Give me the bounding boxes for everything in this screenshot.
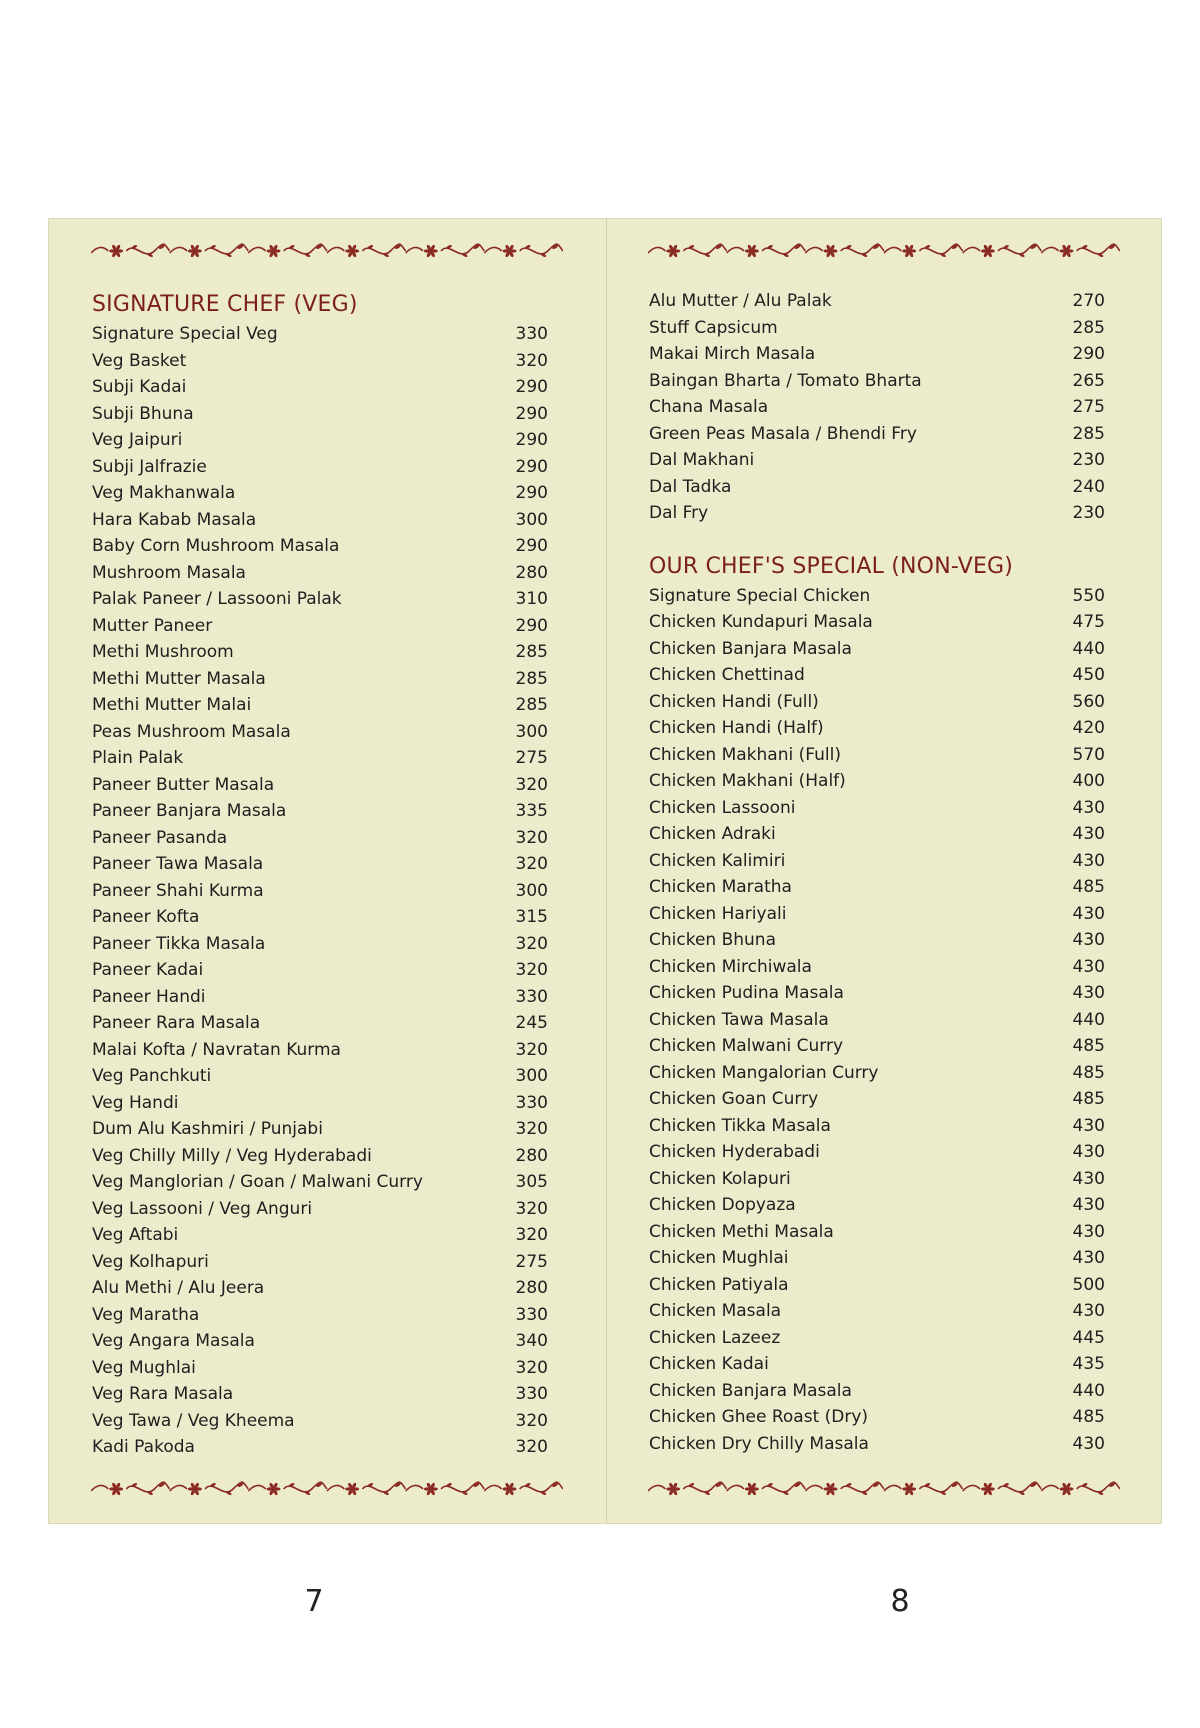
menu-page-right [606,219,1162,1523]
menu-item-name: Chicken Bhuna [649,930,776,950]
menu-item [649,288,1109,315]
menu-item-name: Paneer Tawa Masala [92,854,264,874]
menu-item [649,980,1109,1007]
menu-item-name: Hara Kabab Masala [92,509,257,530]
menu-item-name: Chicken Kalimiri [649,850,786,871]
menu-item [649,1431,1109,1458]
menu-item [92,1143,552,1170]
menu-item-name: Makai Mirch Masala [649,344,816,364]
menu-item-name: Veg Jaipuri [92,430,183,450]
menu-item [92,798,552,825]
menu-item-name: Veg Tawa / Veg Kheema [92,1410,295,1431]
menu-item [649,1139,1109,1166]
menu-item-price: 290 [515,536,548,556]
menu-item-name: Peas Mushroom Masala [92,721,291,742]
menu-item-name: Paneer Shahi Kurma [92,880,264,901]
menu-item-name: Chicken Patiyala [649,1274,789,1295]
menu-item [649,1245,1109,1272]
menu-item-price: 485 [1072,1036,1105,1056]
menu-spread [48,218,1162,1524]
menu-item [92,1434,552,1461]
menu-item [92,454,552,481]
menu-item-price: 285 [515,695,548,715]
menu-item-name: Paneer Pasanda [92,827,228,848]
menu-item-price: 290 [515,456,548,477]
menu-item-name: Paneer Kofta [92,907,200,927]
menu-item [92,480,552,507]
menu-item-name: Paneer Butter Masala [92,774,275,795]
menu-item-price: 290 [515,430,548,450]
menu-item-price: 320 [515,854,548,874]
menu-item [92,639,552,666]
menu-item [649,795,1109,822]
menu-item [92,586,552,613]
menu-item-price: 290 [515,615,548,636]
menu-item [649,742,1109,769]
menu-item-price: 440 [1072,638,1105,659]
menu-item [92,1222,552,1249]
menu-item-price: 330 [515,1092,548,1113]
menu-item [649,1404,1109,1431]
menu-item [649,315,1109,342]
menu-item-name: Signature Special Chicken [649,585,871,606]
menu-item [649,1219,1109,1246]
menu-item-price: 430 [1072,850,1105,871]
menu-item-price: 330 [515,986,548,1007]
menu-item-name: Chicken Dopyaza [649,1195,796,1215]
menu-item-name: Signature Special Veg [92,324,278,344]
menu-item-price: 435 [1072,1354,1105,1374]
menu-item-name: Paneer Handi [92,986,206,1007]
menu-item [649,1033,1109,1060]
menu-item [649,500,1109,527]
menu-item-price: 445 [1072,1327,1105,1348]
menu-item-price: 285 [1072,423,1105,444]
menu-item-price: 430 [1072,1248,1105,1268]
menu-item [649,901,1109,928]
menu-item-name: Chicken Handi (Half) [649,718,824,738]
menu-item-name: Methi Mutter Malai [92,695,252,715]
menu-item-price: 265 [1072,370,1105,391]
menu-item [649,1060,1109,1087]
menu-item-name: Chicken Lassooni [649,797,796,818]
menu-item-price: 320 [515,1357,548,1378]
menu-item-name: Chana Masala [649,397,769,417]
section-spacer [649,527,1109,551]
menu-item [649,662,1109,689]
floral-border-ornament-icon [91,239,563,263]
page-number: 8 [890,1584,910,1619]
menu-item-price: 305 [515,1172,548,1192]
menu-item-name: Kadi Pakoda [92,1437,195,1457]
menu-item-name: Mushroom Masala [92,562,246,583]
menu-item-name: Veg Lassooni / Veg Anguri [92,1198,313,1219]
menu-item-price: 420 [1072,718,1105,738]
menu-item-name: Chicken Makhani (Half) [649,771,846,791]
menu-item-name: Veg Chilly Milly / Veg Hyderabadi [92,1145,372,1166]
menu-item [649,1272,1109,1299]
menu-item-name: Veg Panchkuti [92,1066,212,1086]
menu-item-name: Dal Makhani [649,450,755,470]
menu-item-price: 280 [515,1145,548,1166]
menu-item [649,394,1109,421]
menu-item-price: 285 [515,642,548,662]
menu-item-price: 320 [515,827,548,848]
menu-item-price: 245 [515,1013,548,1033]
menu-item-name: Green Peas Masala / Bhendi Fry [649,423,917,444]
menu-item-name: Methi Mushroom [92,642,234,662]
menu-item-price: 560 [1072,691,1105,712]
menu-content-right [649,288,1109,1457]
menu-item-price: 430 [1072,1115,1105,1136]
menu-item-price: 280 [515,562,548,583]
menu-item [92,507,552,534]
menu-item-price: 430 [1072,983,1105,1003]
menu-item-name: Palak Paneer / Lassooni Palak [92,589,342,609]
menu-item-price: 320 [515,1119,548,1139]
menu-item [92,825,552,852]
menu-item [649,689,1109,716]
menu-item [92,692,552,719]
menu-item [92,401,552,428]
menu-item-price: 320 [515,933,548,954]
menu-item-price: 550 [1072,585,1105,606]
menu-item-price: 485 [1072,1407,1105,1427]
menu-item-price: 430 [1072,1168,1105,1189]
menu-item [92,1037,552,1064]
menu-item [92,904,552,931]
menu-item [649,1166,1109,1193]
menu-item-price: 290 [515,403,548,424]
menu-item-price: 300 [515,880,548,901]
menu-item-price: 285 [515,668,548,689]
menu-item [92,1355,552,1382]
menu-item-name: Paneer Kadai [92,960,204,980]
menu-item-price: 485 [1072,1089,1105,1109]
menu-item [92,984,552,1011]
menu-item [649,474,1109,501]
menu-item-name: Baingan Bharta / Tomato Bharta [649,370,922,391]
menu-item-name: Veg Kolhapuri [92,1251,209,1272]
menu-item [92,560,552,587]
menu-item [92,321,552,348]
menu-item-name: Dal Tadka [649,476,732,497]
menu-item-name: Chicken Banjara Masala [649,1380,852,1401]
menu-item-name: Chicken Chettinad [649,665,805,685]
menu-item-price: 400 [1072,771,1105,791]
menu-item [649,768,1109,795]
menu-item-price: 340 [515,1331,548,1351]
section-title: SIGNATURE CHEF (VEG) [92,292,358,317]
menu-item-price: 330 [515,1384,548,1404]
menu-item [92,1196,552,1223]
page-number: 7 [304,1584,324,1619]
menu-item [649,1192,1109,1219]
menu-item [649,1007,1109,1034]
menu-item-name: Alu Mutter / Alu Palak [649,291,832,311]
menu-item-price: 430 [1072,797,1105,818]
menu-item [92,1116,552,1143]
menu-item [649,609,1109,636]
section-title: OUR CHEF'S SPECIAL (NON-VEG) [649,553,1014,579]
menu-item-price: 290 [515,377,548,397]
menu-item-price: 430 [1072,1142,1105,1162]
menu-item-price: 335 [515,801,548,821]
floral-border-ornament-icon [648,1477,1120,1501]
menu-item [92,1408,552,1435]
menu-item-price: 485 [1072,1062,1105,1083]
menu-item [92,878,552,905]
menu-item-name: Chicken Hariyali [649,903,787,924]
menu-item-name: Baby Corn Mushroom Masala [92,536,340,556]
menu-item-name: Chicken Kolapuri [649,1168,791,1189]
menu-item-price: 320 [515,350,548,371]
menu-item-price: 330 [515,324,548,344]
menu-item-price: 315 [515,907,548,927]
menu-item-price: 430 [1072,1433,1105,1454]
menu-item-price: 320 [515,1225,548,1245]
menu-item [649,368,1109,395]
menu-item-name: Chicken Mirchiwala [649,956,812,977]
menu-item-price: 430 [1072,1221,1105,1242]
menu-item [92,1249,552,1276]
menu-item-price: 320 [515,774,548,795]
menu-item-price: 485 [1072,877,1105,897]
menu-item-name: Methi Mutter Masala [92,668,266,689]
menu-item [92,1328,552,1355]
menu-item-name: Chicken Makhani (Full) [649,744,841,765]
menu-item-price: 290 [1072,344,1105,364]
menu-item-price: 430 [1072,930,1105,950]
menu-item-name: Dum Alu Kashmiri / Punjabi [92,1119,323,1139]
menu-item-name: Chicken Goan Curry [649,1089,819,1109]
menu-item-price: 330 [515,1304,548,1325]
menu-item [649,848,1109,875]
menu-content-left [92,289,552,1461]
menu-item-price: 300 [515,509,548,530]
menu-item-price: 450 [1072,665,1105,685]
menu-item [92,666,552,693]
menu-item-name: Chicken Kundapuri Masala [649,612,873,632]
menu-item-name: Veg Makhanwala [92,483,236,503]
menu-item [649,954,1109,981]
menu-item-name: Paneer Rara Masala [92,1013,261,1033]
menu-item-price: 275 [1072,397,1105,417]
menu-item [92,1010,552,1037]
menu-item-name: Veg Aftabi [92,1225,179,1245]
menu-item [92,1275,552,1302]
menu-item-name: Chicken Mughlai [649,1248,789,1268]
menu-item [92,1302,552,1329]
menu-item [649,715,1109,742]
menu-item [649,1298,1109,1325]
menu-item-name: Veg Mughlai [92,1357,196,1378]
menu-item-name: Chicken Tawa Masala [649,1009,829,1030]
floral-border-ornament-icon [91,1477,563,1501]
menu-item-price: 440 [1072,1009,1105,1030]
menu-item-name: Dal Fry [649,503,709,523]
menu-item-price: 240 [1072,476,1105,497]
menu-item-name: Paneer Banjara Masala [92,801,287,821]
menu-item-price: 430 [1072,1301,1105,1321]
menu-item-name: Plain Palak [92,748,184,768]
menu-item-price: 430 [1072,1195,1105,1215]
menu-item-name: Subji Kadai [92,377,187,397]
menu-item-price: 300 [515,721,548,742]
menu-item-name: Chicken Handi (Full) [649,691,819,712]
menu-item-name: Subji Bhuna [92,403,194,424]
menu-item-price: 320 [515,1410,548,1431]
menu-item-price: 320 [515,1437,548,1457]
menu-item-price: 430 [1072,956,1105,977]
menu-item-price: 320 [515,1198,548,1219]
menu-item-price: 285 [1072,317,1105,338]
menu-item-name: Veg Basket [92,350,187,371]
menu-item-name: Chicken Lazeez [649,1327,781,1348]
menu-item [92,1090,552,1117]
menu-item-name: Chicken Dry Chilly Masala [649,1433,869,1454]
menu-item [649,927,1109,954]
menu-item-price: 475 [1072,612,1105,632]
menu-item [92,348,552,375]
menu-item [649,1086,1109,1113]
menu-item [92,745,552,772]
menu-item [649,583,1109,610]
menu-item [92,1381,552,1408]
menu-item-price: 275 [515,748,548,768]
menu-item-name: Veg Manglorian / Goan / Malwani Curry [92,1172,423,1192]
menu-item [92,374,552,401]
menu-item [649,874,1109,901]
menu-item-name: Chicken Kadai [649,1354,769,1374]
menu-item [92,613,552,640]
menu-item-price: 270 [1072,291,1105,311]
menu-item-name: Chicken Tikka Masala [649,1115,831,1136]
menu-item-price: 570 [1072,744,1105,765]
menu-item [649,447,1109,474]
menu-item [92,772,552,799]
menu-item-name: Chicken Ghee Roast (Dry) [649,1407,869,1427]
menu-item-name: Veg Maratha [92,1304,200,1325]
menu-item [92,1063,552,1090]
menu-page-left [49,219,605,1523]
menu-item-name: Veg Rara Masala [92,1384,234,1404]
menu-item-name: Mutter Paneer [92,615,213,636]
menu-item-price: 275 [515,1251,548,1272]
menu-item-price: 310 [515,589,548,609]
menu-item [649,821,1109,848]
menu-item-name: Veg Handi [92,1092,179,1113]
menu-item [649,636,1109,663]
menu-item [649,1325,1109,1352]
menu-item [92,1169,552,1196]
menu-item-price: 320 [515,960,548,980]
menu-item [92,427,552,454]
menu-item [92,931,552,958]
menu-item-price: 230 [1072,450,1105,470]
menu-item-price: 280 [515,1278,548,1298]
menu-item-price: 290 [515,483,548,503]
menu-item [92,957,552,984]
floral-border-ornament-icon [648,239,1120,263]
menu-item-price: 230 [1072,503,1105,523]
menu-item-name: Veg Angara Masala [92,1331,255,1351]
menu-item [92,719,552,746]
menu-item [649,1378,1109,1405]
menu-item-name: Stuff Capsicum [649,317,778,338]
menu-item-name: Chicken Methi Masala [649,1221,834,1242]
menu-item-name: Chicken Hyderabadi [649,1142,820,1162]
menu-item-name: Chicken Mangalorian Curry [649,1062,879,1083]
menu-item-price: 500 [1072,1274,1105,1295]
menu-item [649,1351,1109,1378]
menu-item-price: 300 [515,1066,548,1086]
menu-item-name: Chicken Pudina Masala [649,983,844,1003]
menu-item-name: Malai Kofta / Navratan Kurma [92,1039,341,1060]
menu-item [649,1113,1109,1140]
menu-item-name: Chicken Adraki [649,824,776,844]
menu-item-name: Chicken Masala [649,1301,782,1321]
menu-item-price: 440 [1072,1380,1105,1401]
menu-item-name: Paneer Tikka Masala [92,933,266,954]
menu-item-price: 320 [515,1039,548,1060]
menu-item-price: 430 [1072,903,1105,924]
menu-item-name: Chicken Malwani Curry [649,1036,844,1056]
menu-item [649,421,1109,448]
menu-item [649,341,1109,368]
menu-item-name: Alu Methi / Alu Jeera [92,1278,265,1298]
menu-item-name: Chicken Banjara Masala [649,638,852,659]
menu-item [92,851,552,878]
menu-item-name: Chicken Maratha [649,877,792,897]
menu-item-name: Subji Jalfrazie [92,456,207,477]
menu-item [92,533,552,560]
menu-item-price: 430 [1072,824,1105,844]
